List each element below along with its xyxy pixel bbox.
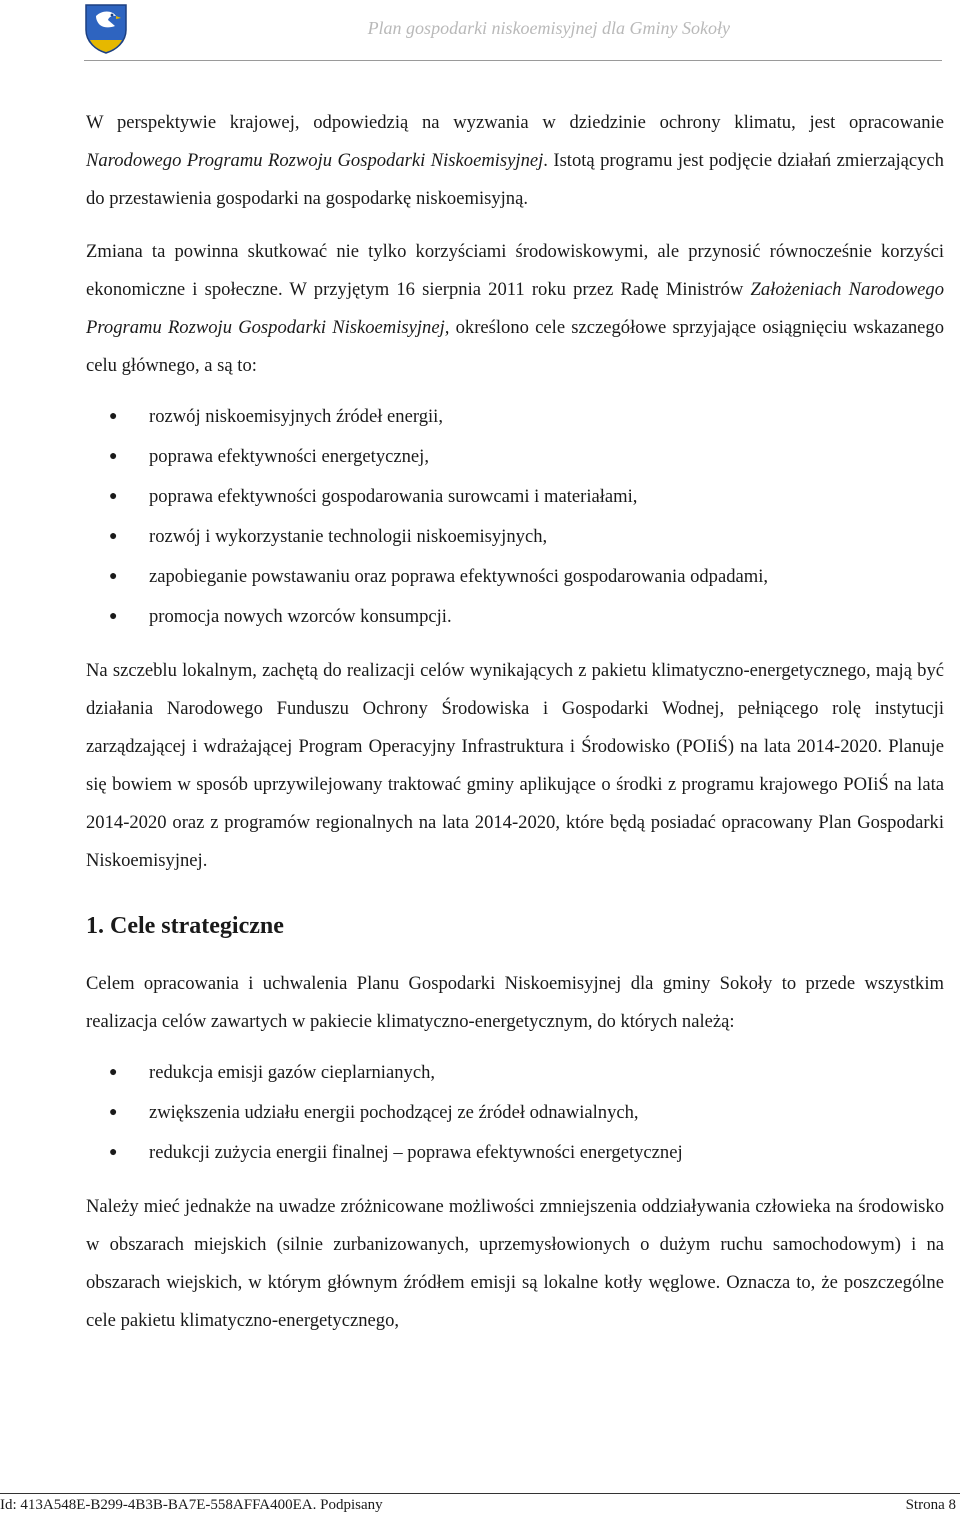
bullet-icon: ●: [109, 1145, 118, 1160]
header-title: Plan gospodarki niskoemisyjnej dla Gminy Sokoły: [367, 18, 730, 38]
bullet-icon: ●: [109, 609, 118, 624]
document-body: [86, 104, 944, 1340]
paragraph-urban-rural: Należy mieć jednakże na uwadze zróżnicowane możliwości zmniejszenia oddziaływania człowieka na środowisko w obszarach miejskich (silnie zurbanizowanych, uprzemysłowionych o dużym ruchu samochodowym) i na obszarach wiejskich, w którym głównym źródłem emisji są lokalne kotły węglowe. Oznacza to, że poszczególne cele pakietu klimatyczno-energetycznego,: [86, 1196, 944, 1331]
section-heading: 1. Cele strategiczne: [86, 913, 284, 939]
paragraph-change: Zmiana ta powinna skutkować nie tylko korzyściami środowiskowymi, ale przynosić równocześnie korzyści ekonomiczne i społeczne. W przyjętym 16 sierpnia 2011 roku przez Radę Ministrów Założeniach Narodowego Programu Rozwoju Gospodarki Niskoemisyjnej, określono cele szczegółowe sprzyjające osiągnięciu wskazanego celu głównego, a są to:: [86, 241, 945, 376]
coat-of-arms-icon: [82, 2, 130, 54]
header-divider: [84, 60, 942, 61]
bullet-icon: ●: [109, 1065, 118, 1080]
goals-list: [86, 397, 944, 637]
package-goals-list: [86, 1053, 944, 1173]
list-item: ● zwiększenia udziału energii pochodzącej ze źródeł odnawialnych,: [86, 1093, 944, 1133]
paragraph-plan-goal: Celem opracowania i uchwalenia Planu Gospodarki Niskoemisyjnej dla gminy Sokoły to przede wszystkim realizacja celów zawartych w pakiecie klimatyczno-energetycznym, do których należą:: [86, 973, 944, 1032]
bullet-icon: ●: [109, 449, 118, 464]
bullet-icon: ●: [109, 529, 118, 544]
bullet-icon: ●: [109, 569, 118, 584]
page-number: Strona 8: [905, 1497, 956, 1513]
list-item: ● poprawa efektywności energetycznej,: [86, 437, 944, 477]
list-item: ● poprawa efektywności gospodarowania surowcami i materiałami,: [86, 477, 944, 517]
list-item: ● redukcji zużycia energii finalnej – poprawa efektywności energetycznej: [86, 1133, 944, 1173]
bullet-icon: ●: [109, 489, 118, 504]
list-item: ● rozwój i wykorzystanie technologii niskoemisyjnych,: [86, 517, 944, 557]
paragraph-local-level: Na szczeblu lokalnym, zachętą do realizacji celów wynikających z pakietu klimatyczno-energetycznego, mają być działania Narodowego Funduszu Ochrony Środowiska i Gospodarki Wodnej, pełniącego rolę instytucji zarządzającej i wdrażającej Program Operacyjny Infrastruktura i Środowisko (POIiŚ) na lata 2014-2020. Planuje się bowiem w sposób uprzywilejowany traktować gminy aplikujące o środki z programu krajowego POIiŚ na lata 2014-2020 oraz z programów regionalnych na lata 2014-2020, które będą posiadać opracowany Plan Gospodarki Niskoemisyjnej.: [86, 660, 944, 871]
document-id: Id: 413A548E-B299-4B3B-BA7E-558AFFA400EA. Podpisany: [0, 1497, 383, 1513]
list-item: ● promocja nowych wzorców konsumpcji.: [86, 597, 944, 637]
footer-divider: [0, 1493, 960, 1494]
list-item: ● rozwój niskoemisyjnych źródeł energii,: [86, 397, 944, 437]
bullet-icon: ●: [109, 1105, 118, 1120]
paragraph-intro: W perspektywie krajowej, odpowiedzią na wyzwania w dziedzinie ochrony klimatu, jest opracowanie Narodowego Programu Rozwoju Gospodarki Niskoemisyjnej. Istotą programu jest podjęcie działań zmierzających do przestawienia gospodarki na gospodarkę niskoemisyjną.: [86, 112, 944, 209]
bullet-icon: ●: [109, 409, 118, 424]
list-item: ● redukcja emisji gazów cieplarnianych,: [86, 1053, 944, 1093]
list-item: ● zapobieganie powstawaniu oraz poprawa efektywności gospodarowania odpadami,: [86, 557, 944, 597]
